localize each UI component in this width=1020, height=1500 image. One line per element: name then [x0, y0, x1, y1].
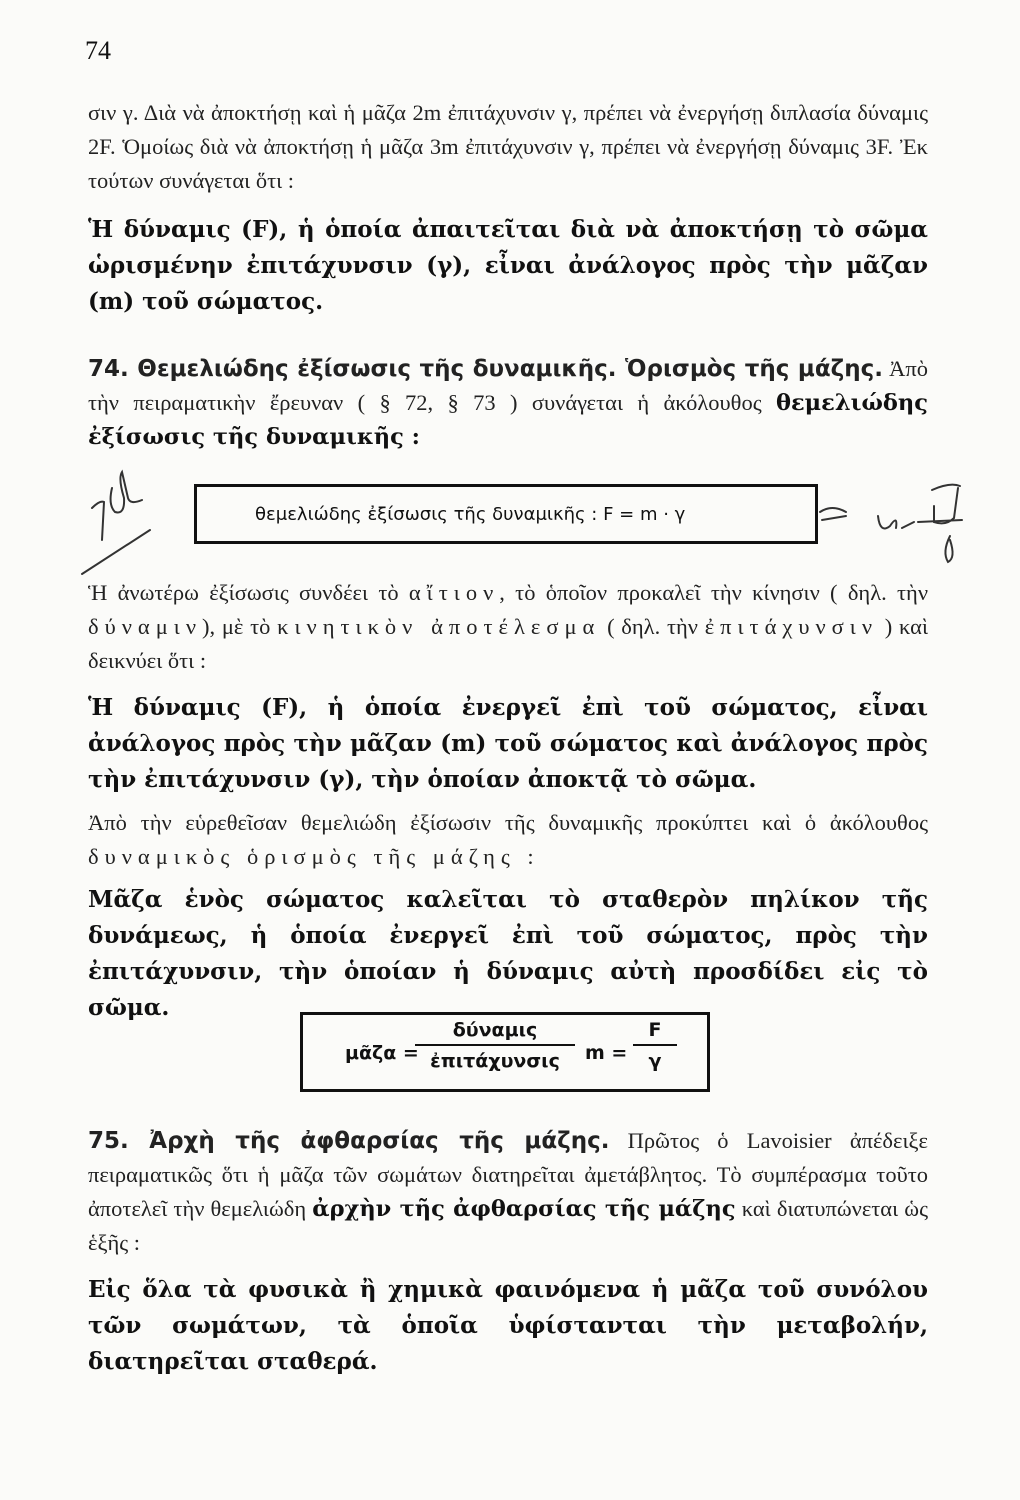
pencil-mark-left-2 — [111, 472, 142, 512]
law-proportionality: Ἡ δύναμις (F), ἡ ὁποία ἐνεργεῖ ἐπὶ τοῦ σώματος, εἶναι ἀνάλογος πρὸς τὴν μᾶζαν (m) τοῦ σώματος καὶ ἀνάλογος πρὸς τὴν ἐπιτάχυνσιν (γ), τὴν ὁποίαν ἀποκτᾷ τὸ σῶμα. — [88, 694, 928, 793]
principle-name: ἀρχὴν τῆς ἀφθαρσίας τῆς μάζης — [312, 1196, 736, 1222]
law-mass-definition: Μᾶζα ἑνὸς σώματος καλεῖται τὸ σταθερὸν πηλίκον τῆς δυνάμεως, ἡ ὁποία ἐνεργεῖ ἐπὶ τοῦ σώματος, πρὸς τὴν ἐπιτάχυνσιν, τὴν ὁποίαν ἡ δύναμις αὐτὴ προσδίδει εἰς τὸ σῶμα. — [88, 886, 928, 1021]
text-run: Ἡ ἀνωτέρω ἐξίσωσις συνδέει τὸ — [88, 580, 399, 605]
spaced-term-dynamic-definition: δυναμικὸς ὁρισμὸς τῆς μάζης : — [88, 844, 540, 869]
spaced-term-acceleration: ἐπιτάχυνσιν — [704, 614, 879, 639]
pencil-fraction-top — [932, 485, 960, 490]
fundamental-equation-box — [194, 484, 818, 544]
spaced-term-kinetic-result: κινητικὸν ἀποτέλεσμα — [277, 614, 601, 639]
fraction-denominator-gamma: γ — [633, 1044, 677, 1072]
page-number: 74 — [85, 36, 111, 65]
paragraph-cause-effect — [88, 576, 928, 678]
section-75 — [88, 1124, 928, 1260]
pencil-mu — [878, 516, 896, 528]
text-run: καὶ διατυπώνεται ὡς ἑξῆς : — [88, 1196, 928, 1255]
m-fraction — [633, 1019, 677, 1072]
mass-formula-box — [300, 1012, 710, 1092]
section-75-heading: 75. Ἀρχὴ τῆς ἀφθαρσίας τῆς μάζης. — [88, 1128, 610, 1154]
pencil-mark-left — [92, 502, 104, 540]
spaced-term-force: δύναμιν — [88, 614, 202, 639]
section-74-text-bold: θεμελιώδης ἐξίσωσις τῆς δυναμικῆς : — [88, 390, 928, 450]
text-run: , τὸ ὁποῖον προκαλεῖ τὴν κίνησιν ( δηλ. τὴν — [499, 580, 928, 605]
pencil-arrow — [820, 508, 846, 512]
spaced-term-cause: αἴτιον — [408, 580, 500, 605]
mass-label: μᾶζα = — [345, 1042, 419, 1064]
text-run: ), μὲ τὸ — [202, 614, 271, 639]
mass-fraction — [415, 1019, 575, 1072]
section-74 — [88, 352, 928, 454]
m-label: m = — [585, 1042, 628, 1064]
paragraph-mass-definition-intro — [88, 806, 928, 874]
pencil-slash — [82, 530, 150, 574]
section-74-text: Ἀπὸ τὴν πειραματικὴν ἔρευναν ( § 72, § 73 ) συνάγεται ἡ ἀκόλουθος — [88, 356, 929, 415]
paragraph-intro: σιν γ. Διὰ νὰ ἀποκτήσῃ καὶ ἡ μᾶζα 2m ἐπιτάχυνσιν γ, πρέπει νὰ ἐνεργήσῃ διπλασία δύναμις 2F. Ὁμοίως διὰ νὰ ἀποκτήσῃ ἡ μᾶζα 3m ἐπιτάχυνσιν γ, πρέπει νὰ ἐνεργήσῃ δύναμις 3F. Ἐκ τούτων συνάγεται ὅτι : — [88, 100, 928, 193]
text-run: Ἀπὸ τὴν εὑρεθεῖσαν θεμελιώδη ἐξίσωσιν τῆς δυναμικῆς προκύπτει καὶ ὁ ἀκόλουθος — [88, 810, 928, 835]
text-run: ) καὶ δεικνύει ὅτι : — [88, 614, 929, 673]
text-run: Πρῶτος ὁ Lavoisier ἀπέδειξε πειραματικῶς ὅτι ἡ μᾶζα τῶν σωμάτων διατηρεῖται ἀμετάβλητος. Τὸ συμπέρασμα τοῦτο ἀποτελεῖ τὴν θεμελιώδη — [88, 1128, 928, 1221]
fraction-denominator-acceleration: ἐπιτάχυνσις — [415, 1044, 575, 1072]
text-run: ( δηλ. τὴν — [607, 614, 698, 639]
section-74-heading: 74. Θεμελιώδης ἐξίσωσις τῆς δυναμικῆς. Ὁρισμὸς τῆς μάζης. — [88, 356, 883, 382]
fraction-numerator-force: δύναμις — [452, 1019, 538, 1041]
fundamental-equation: θεμελιώδης ἐξίσωσις τῆς δυναμικῆς : F = m · γ — [255, 503, 686, 525]
law-force-mass: Ἡ δύναμις (F), ἡ ὁποία ἀπαιτεῖται διὰ νὰ ἀποκτήσῃ τὸ σῶμα ὡρισμένην ἐπιτάχυνσιν (γ), εἶναι ἀνάλογος πρὸς τὴν μᾶζαν (m) τοῦ σώματος. — [88, 216, 928, 315]
fraction-numerator-f: F — [648, 1019, 662, 1041]
law-mass-conservation: Εἰς ὅλα τὰ φυσικὰ ἢ χημικὰ φαινόμενα ἡ μᾶζα τοῦ συνόλου τῶν σωμάτων, τὰ ὁποῖα ὑφίστανται τὴν μεταβολήν, διατηρεῖται σταθερά. — [88, 1276, 928, 1375]
